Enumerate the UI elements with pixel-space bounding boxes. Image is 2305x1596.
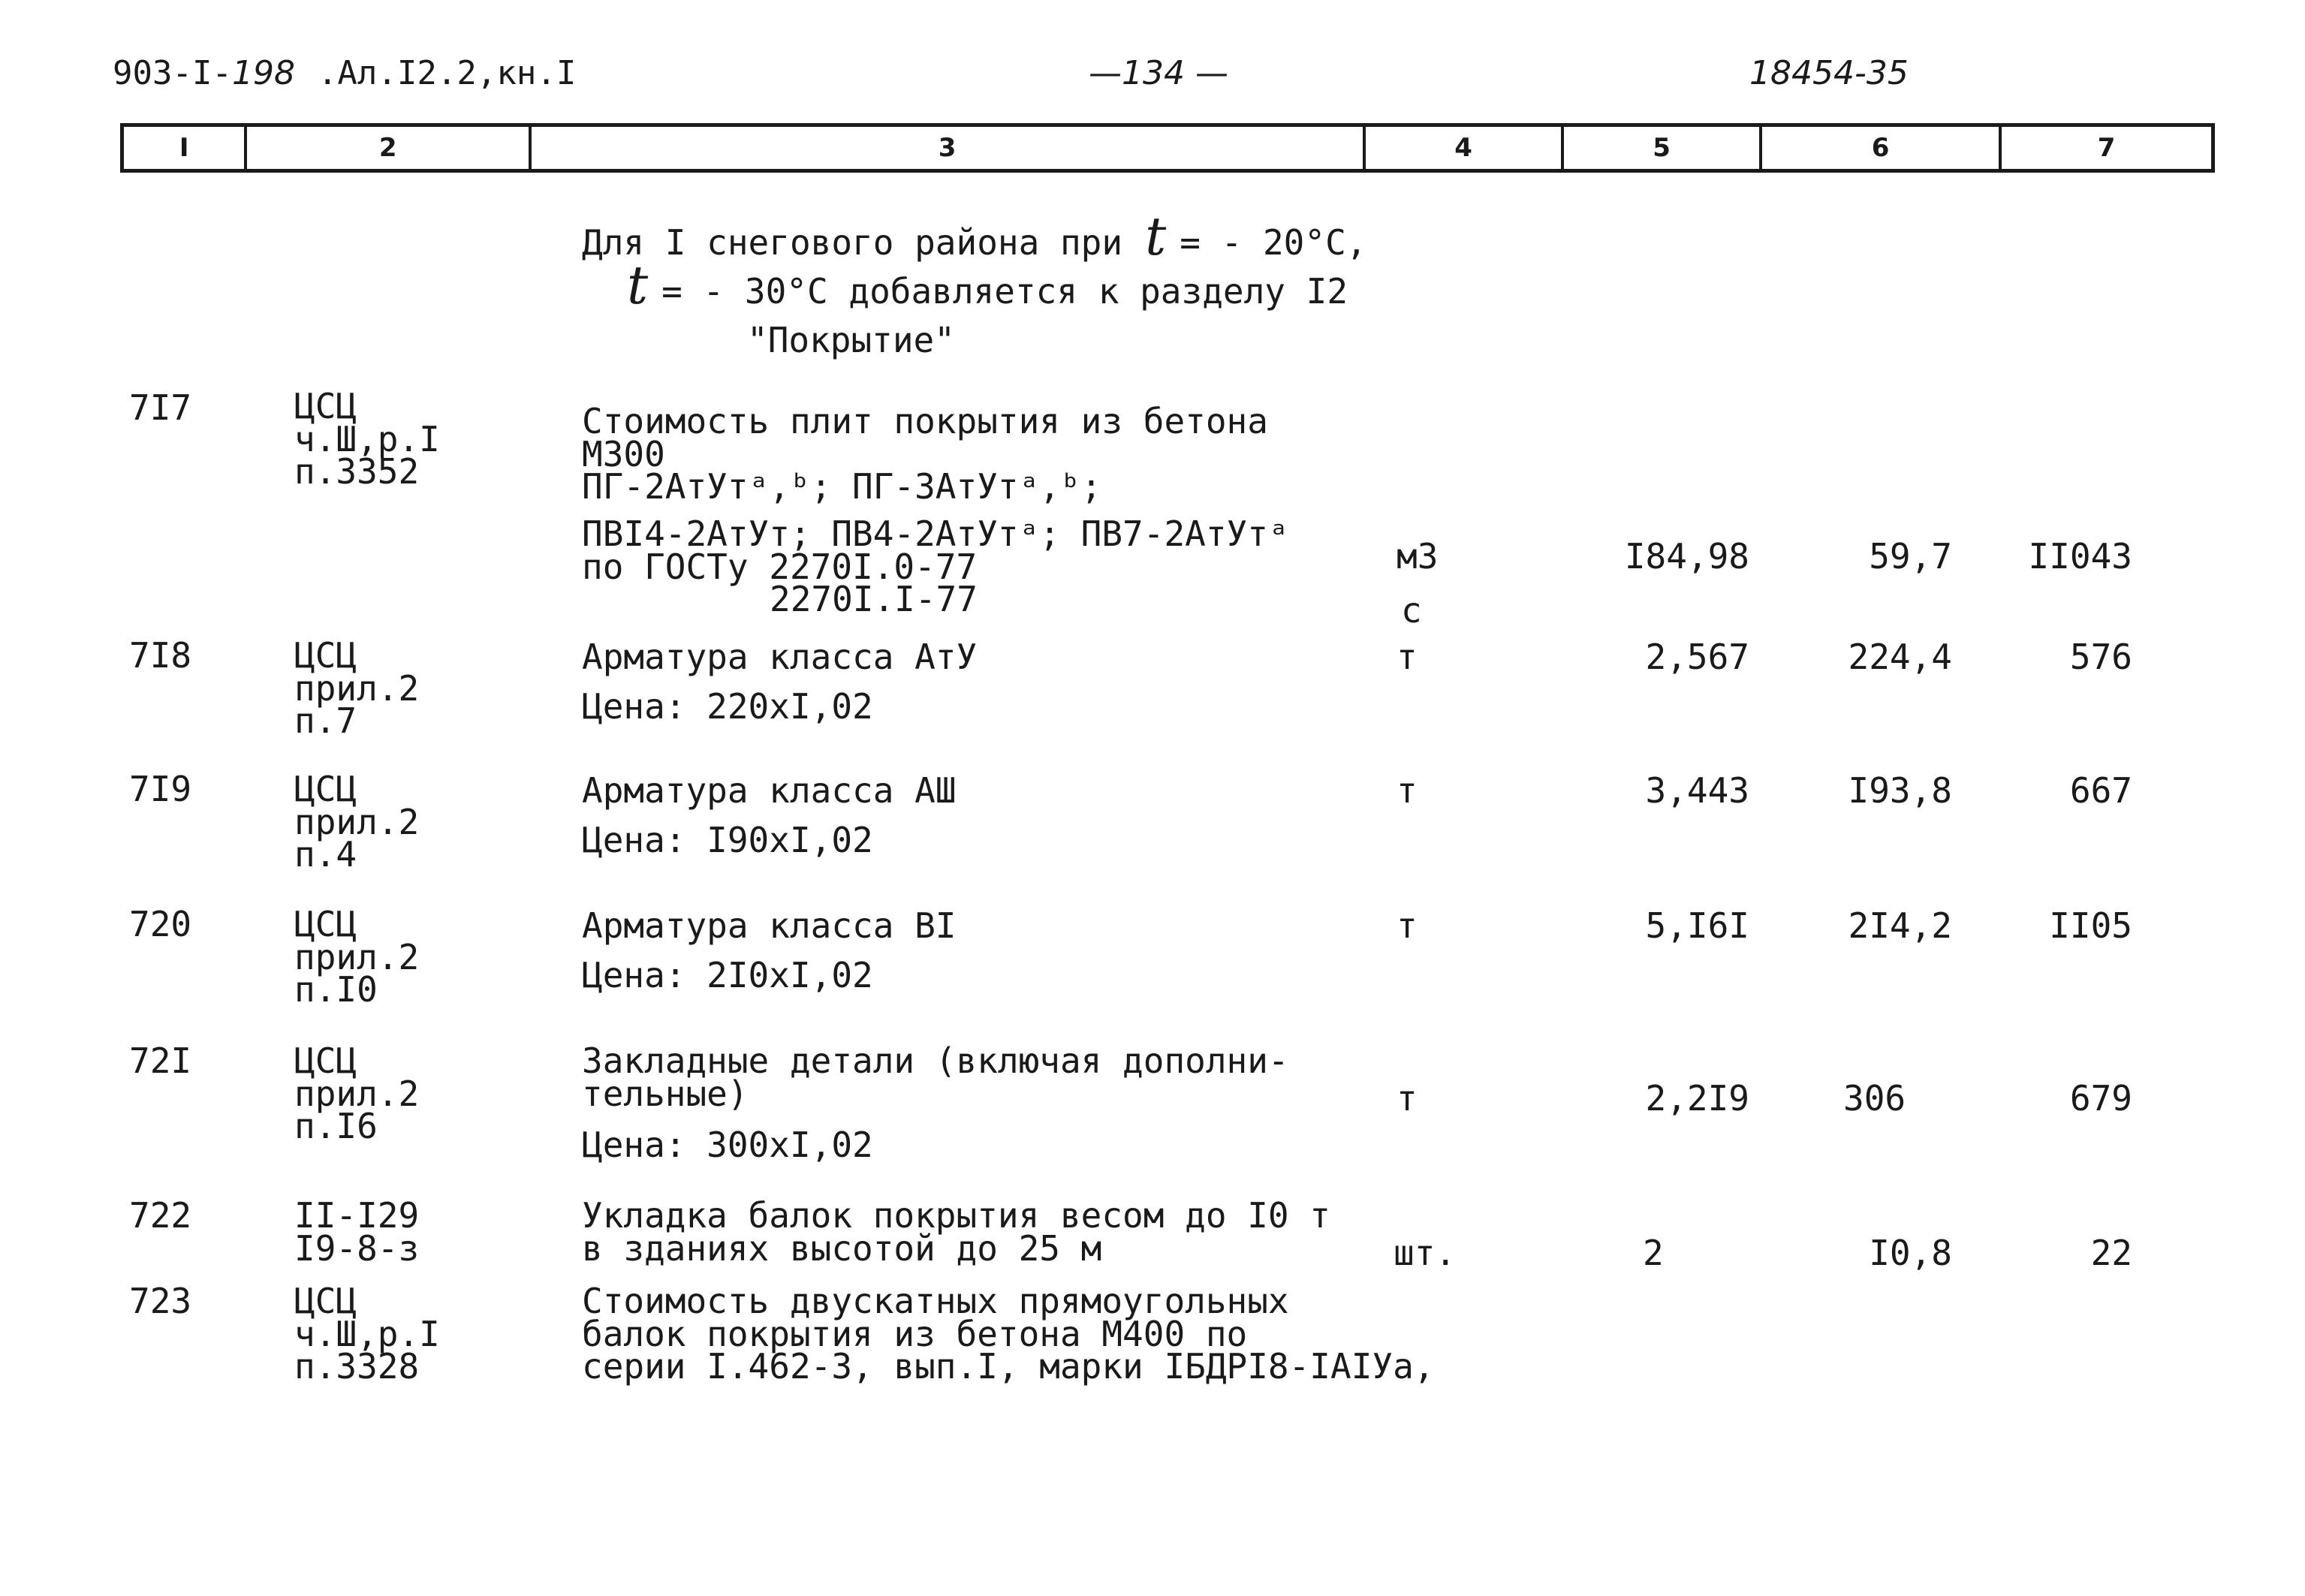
archive-number: 18454-35 [1749, 54, 1909, 92]
row-price: I0,8 [1869, 1233, 1952, 1273]
row-quantity: 2 [1643, 1233, 1664, 1273]
row-unit: т [1397, 637, 1418, 677]
column-1: I [124, 127, 247, 169]
doc-album: .Ал.I2.2,кн.I [317, 54, 577, 92]
row-price: 2I4,2 [1848, 905, 1952, 946]
row-description: Арматура класса ВI [582, 905, 957, 946]
row-reference: ЦСЦ ч.Ш,р.I п.3352 [294, 386, 440, 492]
row-total: II05 [2049, 905, 2132, 946]
row-total: 679 [2069, 1078, 2132, 1119]
row-unit-extra: с [1401, 590, 1422, 631]
row-number: 723 [129, 1281, 192, 1321]
row-reference: ЦСЦ прил.2 п.I0 [294, 904, 420, 1010]
row-unit: м3 [1397, 536, 1439, 577]
doc-header [113, 54, 576, 92]
row-price: 59,7 [1869, 536, 1952, 577]
row-unit: шт. [1394, 1233, 1457, 1273]
row-reference: ЦСЦ ч.Ш,р.I п.3328 [294, 1281, 440, 1387]
row-price-note: Цена: I90хI,02 [582, 820, 873, 860]
page-number: —134 — [1089, 54, 1228, 92]
row-number: 7I9 [129, 769, 192, 809]
row-number: 72I [129, 1040, 192, 1081]
row-quantity: 5,I6I [1645, 905, 1749, 946]
row-unit: т [1397, 770, 1418, 811]
row-number: 7I8 [129, 635, 192, 676]
row-price-note: Цена: 220хI,02 [582, 686, 873, 727]
row-quantity: I84,98 [1624, 536, 1749, 577]
row-description: Стоимость двускатных прямоугольных балок покрытия из бетона М400 по серии I.462-3, вып.I, марки IБДРI8-IАIУа, [582, 1281, 1435, 1387]
variable-t: t [627, 254, 649, 316]
row-total: 667 [2069, 770, 2132, 811]
row-reference: ЦСЦ прил.2 п.7 [294, 635, 420, 742]
column-4: 4 [1366, 127, 1564, 169]
column-6: 6 [1762, 127, 2002, 169]
row-price: I93,8 [1848, 770, 1952, 811]
row-description: Арматура класса АтУ [582, 637, 978, 677]
row-reference: II-I29 I9-8-з [294, 1195, 420, 1269]
row-price: 306 [1843, 1078, 1906, 1119]
row-number: 722 [129, 1195, 192, 1236]
row-reference: ЦСЦ прил.2 п.4 [294, 769, 420, 875]
row-unit: т [1397, 905, 1418, 946]
row-price-note: Цена: 2I0хI,02 [582, 955, 873, 995]
intro-line-3: "Покрытие" [747, 320, 955, 360]
row-description-cont: ПВI4-2АтУт; ПВ4-2АтУтᵃ; ПВ7-2АтУтᵃ по ГОСТу 2270I.0-77 2270I.I-77 [582, 513, 1289, 620]
row-number: 720 [129, 904, 192, 944]
row-price: 224,4 [1848, 637, 1952, 677]
row-total: 576 [2069, 637, 2132, 677]
row-quantity: 2,2I9 [1645, 1078, 1749, 1119]
column-2: 2 [247, 127, 532, 169]
doc-series: 198 [231, 54, 295, 92]
row-quantity: 2,567 [1645, 637, 1749, 677]
intro-line-2: t = - 30°С добавляется к разделу I2 [627, 254, 1348, 316]
row-reference: ЦСЦ прил.2 п.I6 [294, 1040, 420, 1147]
row-description: Укладка балок покрытия весом до I0 т в зданиях высотой до 25 м [582, 1195, 1330, 1269]
row-total: 22 [2090, 1233, 2132, 1273]
intro-line-1: Для I снегового района при t = - 20°С, [582, 206, 1367, 267]
row-unit: т [1397, 1078, 1418, 1119]
row-total: II043 [2028, 536, 2132, 577]
column-header-row [120, 123, 2215, 173]
column-5: 5 [1564, 127, 1762, 169]
variable-t: t [1145, 206, 1167, 267]
row-description: Стоимость плит покрытия из бетона М300 ПГ-2АтУтᵃ,ᵇ; ПГ-3АтУтᵃ,ᵇ; [582, 401, 1268, 507]
row-description: Арматура класса АШ [582, 770, 957, 811]
column-3: 3 [532, 127, 1366, 169]
row-quantity: 3,443 [1645, 770, 1749, 811]
row-number: 7I7 [129, 387, 192, 428]
doc-prefix: 903-I- [113, 54, 232, 92]
row-description: Закладные детали (включая дополни- тельные) [582, 1040, 1289, 1114]
row-price-note: Цена: 300хI,02 [582, 1125, 873, 1165]
column-7: 7 [2097, 133, 2116, 163]
